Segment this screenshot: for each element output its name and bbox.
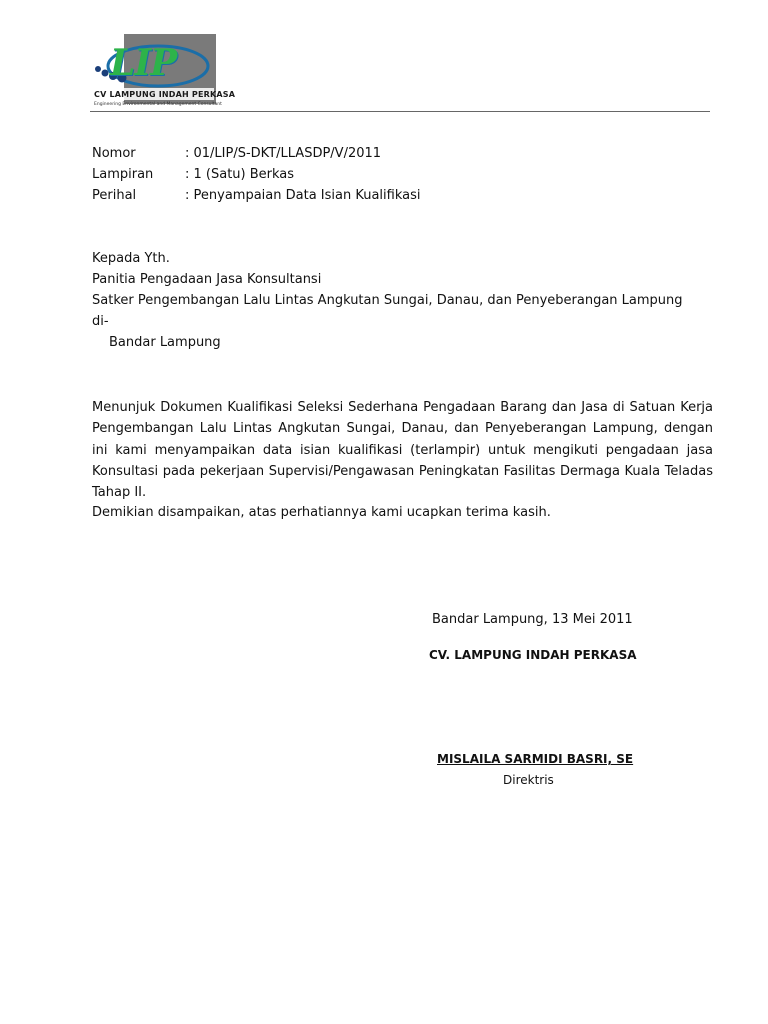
- address-line: Panitia Pengadaan Jasa Konsultansi: [92, 272, 322, 287]
- address-line: di-: [92, 314, 109, 329]
- logo-tagline: Engineering Environmental and Management Consultant: [94, 102, 222, 107]
- recipient-address: [92, 248, 683, 353]
- letter-meta: [92, 143, 421, 206]
- signature-company: CV. LAMPUNG INDAH PERKASA: [429, 648, 637, 662]
- meta-label: Lampiran: [92, 167, 154, 182]
- meta-row-lampiran: [92, 164, 421, 185]
- signer-name: MISLAILA SARMIDI BASRI, SE: [437, 752, 634, 766]
- meta-value: : 1 (Satu) Berkas: [185, 167, 295, 182]
- logo-dot: [102, 70, 109, 77]
- meta-label: Perihal: [92, 188, 137, 203]
- logo-company-name: CV LAMPUNG INDAH PERKASA: [94, 90, 236, 99]
- header-divider: [90, 111, 710, 112]
- meta-value: : Penyampaian Data Isian Kualifikasi: [185, 188, 421, 203]
- address-line: Satker Pengembangan Lalu Lintas Angkutan Sungai, Danau, dan Penyeberangan Lampung: [92, 293, 683, 308]
- meta-label: Nomor: [92, 146, 136, 161]
- closing-line: Demikian disampaikan, atas perhatiannya kami ucapkan terima kasih.: [92, 505, 551, 520]
- body-paragraph: Menunjuk Dokumen Kualifikasi Seleksi Sederhana Pengadaan Barang dan Jasa di Satuan Kerja Pengembangan Lalu Lintas Angkutan Sungai, Danau, dan Penyeberangan Lampung, dengan ini kami menyampaikan data isian kualifikasi (terlampir) untuk mengikuti pengadaan jasa Konsultasi pada pekerjaan Supervisi/Pengawasan Peningkatan Fasilitas Dermaga Kuala Teladas Tahap II.: [92, 400, 713, 501]
- address-greeting: Kepada Yth.: [92, 251, 170, 266]
- company-logo: [88, 34, 236, 110]
- meta-value: : 01/LIP/S-DKT/LLASDP/V/2011: [185, 146, 382, 161]
- meta-row-perihal: [92, 185, 421, 206]
- address-city: Bandar Lampung: [109, 335, 221, 350]
- meta-row-nomor: [92, 143, 421, 164]
- signer-title: Direktris: [503, 773, 554, 787]
- logo-brand-text: LIP: [110, 42, 177, 84]
- place-date: Bandar Lampung, 13 Mei 2011: [432, 612, 633, 627]
- logo-dot: [95, 66, 101, 72]
